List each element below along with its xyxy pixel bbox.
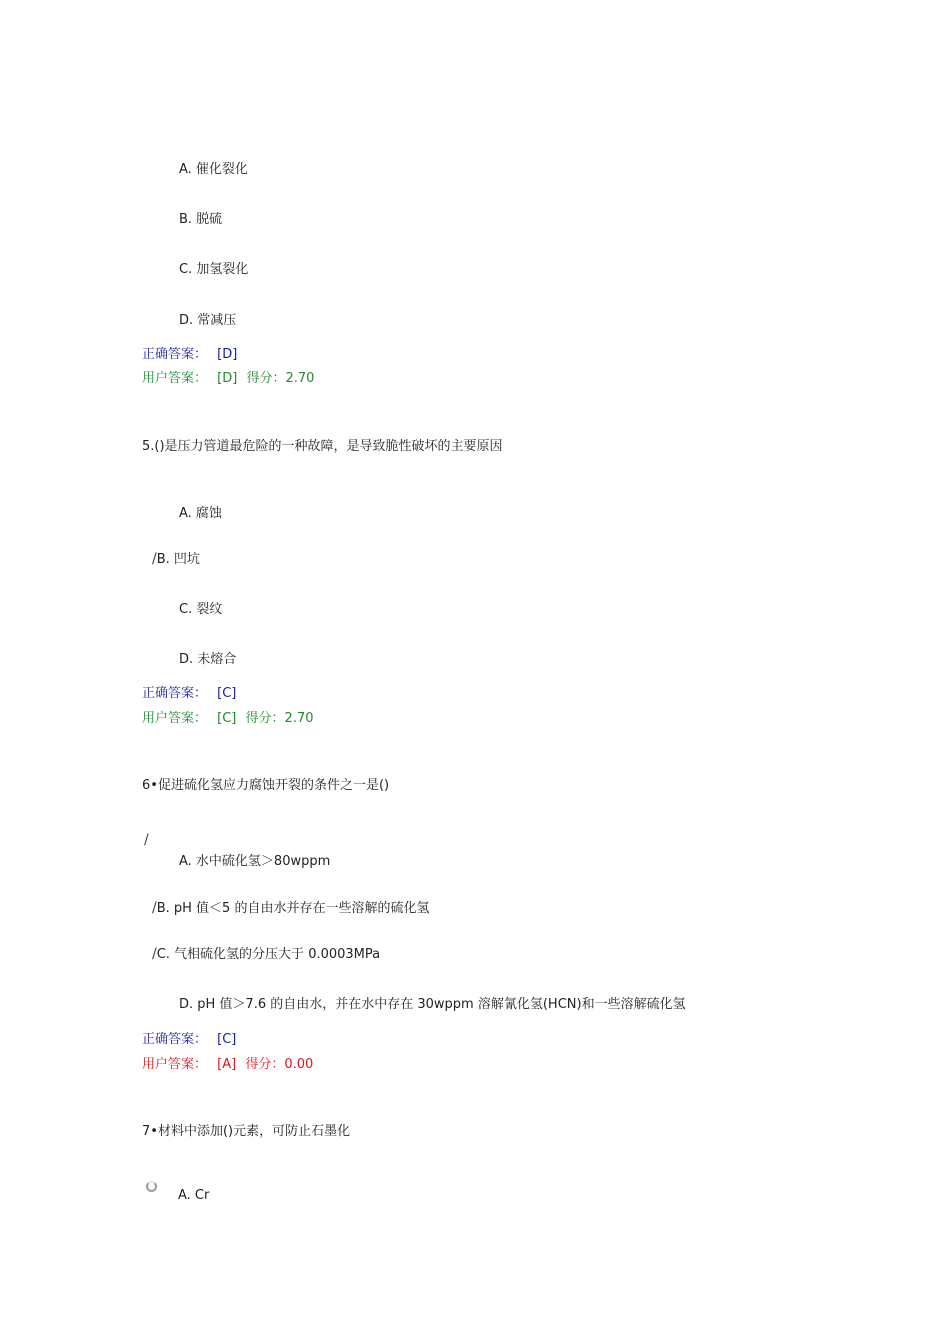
checkmark-icon: / [152, 900, 157, 916]
q6-option-c-label: C. 气相硫化氢的分压大于 0.0003MPa [156, 947, 381, 962]
user-answer-value: [C] [217, 711, 237, 726]
user-answer-label: 用户答案： [142, 1057, 208, 1072]
q6-option-b[interactable] [152, 900, 429, 917]
checkmark-icon: / [152, 551, 157, 567]
q6-option-a[interactable]: A. 水中硫化氢＞80wppm [179, 854, 331, 869]
q4-option-c[interactable]: C. 加氢裂化 [179, 262, 249, 277]
score-label: 得分： [246, 371, 286, 386]
q4-option-a[interactable]: A. 催化裂化 [179, 162, 248, 177]
user-answer-label: 用户答案： [142, 371, 208, 386]
checkmark-icon: / [152, 946, 157, 962]
q4-option-d[interactable]: D. 常减压 [179, 313, 237, 328]
q7-option-a[interactable]: A. Cr [178, 1188, 210, 1203]
correct-answer-value: [D] [217, 347, 238, 362]
radio-button-icon[interactable] [146, 1181, 157, 1192]
q5-option-d[interactable]: D. 未熔合 [179, 652, 237, 667]
q4-option-b[interactable]: B. 脱硫 [179, 212, 223, 227]
q6-correct-answer [142, 1032, 236, 1048]
q7-question-text: 7•材料中添加()元素，可防止石墨化 [142, 1124, 351, 1139]
q6-option-d[interactable]: D. pH 值＞7.6 的自由水，并在水中存在 30wppm 溶解氰化氢(HCN)和一些溶解硫化氢 [179, 997, 686, 1012]
user-answer-value: [D] [217, 371, 238, 386]
q4-user-answer [142, 371, 314, 387]
user-answer-value: [A] [217, 1057, 237, 1072]
radio-mark-icon: / [144, 832, 149, 848]
correct-answer-value: [C] [217, 1032, 237, 1047]
score-value: 2.70 [284, 711, 314, 726]
score-label: 得分： [245, 1057, 285, 1072]
correct-answer-label: 正确答案： [142, 1032, 208, 1047]
q5-user-answer [142, 711, 314, 727]
q5-option-a[interactable]: A. 腐蚀 [179, 506, 222, 521]
correct-answer-label: 正确答案： [142, 347, 208, 362]
user-answer-label: 用户答案： [142, 711, 208, 726]
q4-correct-answer [142, 347, 237, 363]
correct-answer-label: 正确答案： [142, 686, 208, 701]
q6-option-b-label: B. pH 值＜5 的自由水并存在一些溶解的硫化氢 [156, 901, 430, 916]
q5-correct-answer [142, 686, 236, 702]
q6-option-c[interactable] [152, 946, 380, 963]
q5-question-text: 5.()是压力管道最危险的一种故障，是导致脆性破坏的主要原因 [142, 439, 503, 454]
score-label: 得分： [245, 711, 285, 726]
q5-option-c[interactable]: C. 裂纹 [179, 602, 223, 617]
q5-option-b-label: B. 凹坑 [156, 552, 200, 567]
q6-user-answer [142, 1057, 313, 1073]
score-value: 2.70 [285, 371, 315, 386]
q6-question-text: 6•促进硫化氢应力腐蚀开裂的条件之一是() [142, 778, 390, 793]
q5-option-b[interactable] [152, 551, 200, 568]
score-value: 0.00 [284, 1057, 314, 1072]
correct-answer-value: [C] [217, 686, 237, 701]
